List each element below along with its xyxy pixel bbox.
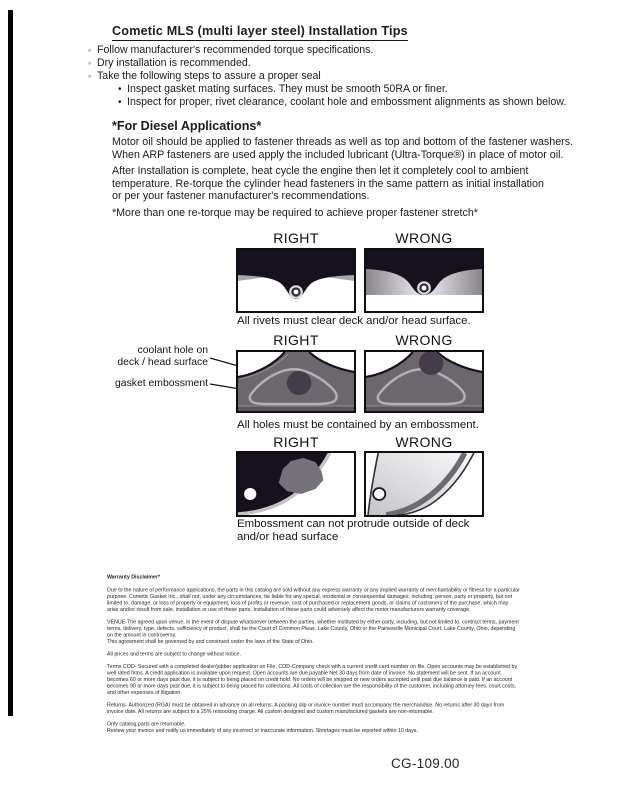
warranty-text: This agreement shall be governed by and construed under the laws of the State of Ohio.	[107, 638, 314, 645]
bullet-icon: ◦	[88, 58, 92, 69]
paragraph-line: After Installation is complete, heat cycle the engine then let it completely cool to ambient	[112, 165, 529, 177]
tip-item	[88, 57, 588, 70]
warranty-paragraph	[107, 587, 521, 613]
embossment-caption	[237, 518, 469, 543]
wrong-label-rivets: WRONG	[395, 230, 453, 246]
tip-item	[88, 70, 588, 83]
warranty-text: Only catalog parts are returnable.	[107, 721, 186, 727]
diagram-embossment-wrong	[364, 451, 484, 517]
warranty-text: Due to the nature of performance applications, the parts in this catalog are sold without any express warranty or any implied warranty of merchantability or fitness for a particular purpose. Cometic Gasket Inc., shall not, under any circumstances, be liable for any special, incidental or consequential damages, including, person, party or property, but not limited to, damage, or loss of property or equipment, loss of profits or revenue, cost of purchased or replacement goods, or claims of customers of the purchase, which may arise and/or result from sale, installation or use of these parts. Installation of these parts could adversely affect the motor manufacturers warranty coverage.	[107, 587, 520, 613]
warranty-paragraph	[107, 702, 521, 715]
coolant-hole-label-line: coolant hole on	[137, 345, 208, 356]
diagram-rivets-right	[236, 248, 356, 313]
tip-sub-item	[88, 83, 588, 96]
sub-bullet-icon: •	[118, 84, 122, 96]
right-label-holes: RIGHT	[273, 332, 319, 348]
warranty-text: Review your invoice and notify us immediately of any incorrect or inaccurate information. Shortages must be reported within 10 days.	[107, 727, 418, 734]
diagram-rivets-wrong	[364, 248, 484, 313]
paragraph-line: Motor oil should be applied to fastener threads as well as top and bottom of the fastener washers.	[112, 136, 574, 148]
diesel-paragraph-1	[112, 136, 573, 161]
bullet-icon: ◦	[88, 71, 92, 82]
coolant-hole-label	[88, 345, 208, 368]
rivet-clearance-right-illustration	[238, 250, 354, 311]
diesel-paragraph-2	[112, 165, 544, 203]
tip-text: Follow manufacturer's recommended torque specifications.	[97, 44, 374, 56]
warranty-heading: Warranty Disclaimer*	[107, 574, 161, 580]
tip-item	[88, 44, 588, 57]
page-number: CG-109.00	[391, 756, 460, 771]
embossment-right-illustration	[238, 453, 354, 515]
sub-bullet-icon: •	[118, 97, 122, 109]
warranty-text: All prices and terms are subject to change without notice.	[107, 651, 241, 657]
right-label-rivets: RIGHT	[273, 230, 319, 246]
warranty-paragraph	[107, 619, 521, 645]
warranty-paragraph	[107, 651, 521, 658]
warranty-paragraph	[107, 721, 521, 734]
tip-sub-item	[88, 96, 588, 109]
warranty-paragraph	[107, 664, 521, 697]
rivets-caption: All rivets must clear deck and/or head surface.	[237, 315, 471, 327]
tips-list	[88, 44, 588, 109]
gasket-embossment-label: gasket embossment	[115, 378, 208, 389]
rivet-clearance-wrong-illustration	[366, 250, 482, 311]
tip-text: Dry installation is recommended.	[97, 57, 251, 70]
holes-caption: All holes must be contained by an embossment.	[237, 419, 479, 431]
retorque-note: *More than one re-torque may be required to achieve proper fastener stretch*	[112, 207, 478, 219]
tip-text: Inspect for proper, rivet clearance, coolant hole and embossment alignments as shown below.	[127, 96, 567, 109]
embossment-wrong-illustration	[366, 453, 482, 515]
embossment-caption-line: Embossment can not protrude outside of deck	[237, 518, 470, 530]
right-label-embossment: RIGHT	[273, 434, 319, 450]
diesel-applications-heading: *For Diesel Applications*	[112, 119, 262, 133]
bullet-icon: ◦	[88, 45, 92, 55]
warranty-text: Returns- Authorized (RGA) must be obtained in advance on all returns. A packing slip or invoice number must accompany the merchandise. No returns after 30 days from invoice date. All returns are subject to a 25% restocking charge. All custom designed and custom manufactured gaskets are non-returnable.	[107, 702, 505, 715]
paragraph-line: When ARP fasteners are used apply the included lubricant (Ultra-Torque®) in place of motor oil.	[112, 148, 564, 161]
paragraph-line: temperature. Re-torque the cylinder head fasteners in the same pattern as initial installation	[112, 177, 544, 190]
warranty-disclaimer	[107, 574, 521, 740]
page-title: Cometic MLS (multi layer steel) Installation Tips	[112, 24, 408, 41]
coolant-hole-right-illustration	[238, 352, 354, 411]
paragraph-line: or per your fastener manufacturer's recommendations.	[112, 190, 370, 203]
coolant-hole-label-line: deck / head surface	[117, 356, 208, 368]
tip-text: Inspect gasket mating surfaces. They must be smooth 50RA or finer.	[127, 83, 448, 96]
coolant-hole-wrong-illustration	[366, 352, 482, 411]
wrong-label-embossment: WRONG	[395, 434, 453, 450]
tip-text: Take the following steps to assure a proper seal	[97, 70, 321, 83]
diagram-holes-right	[236, 350, 356, 413]
embossment-caption-line: and/or head surface	[237, 530, 339, 543]
warranty-text: Terms COD- Secured with a completed dealer/jobber application on File, COD-Company check with a current credit card number on file. Open accounts may be established by well rated firms. A credit application is available upon request. Open accounts are due payable Net 30 days from date of invoice. No statement will be sent. If an account becomes 60 or more days past due, it is subject to being placed on credit hold. No orders will be shipped or new orders accepted until past due balance is paid. If an account becomes 90 or more days past due, it is subject to being placed for collections. All costs of collection are the responsibility of the customer, including attorney fees, court costs, and other expenses of litigation.	[107, 663, 518, 696]
diagram-embossment-right	[236, 451, 356, 517]
wrong-label-holes: WRONG	[395, 332, 453, 348]
diagram-holes-wrong	[364, 350, 484, 413]
warranty-text: VENUE-The agreed upon venue, in the event of dispute whatsoever between the parties, whether instituted by either party, including, but not limited to, contract terms, payment terms, delivery, type, defects, sufficiency of product, shall be the Court of Common Pleas, Lake County, Ohio or the Painesville Municipal Court, Lake County, Ohio, depending on the amount in controversy.	[107, 619, 519, 638]
scan-edge-artifact	[8, 10, 13, 716]
